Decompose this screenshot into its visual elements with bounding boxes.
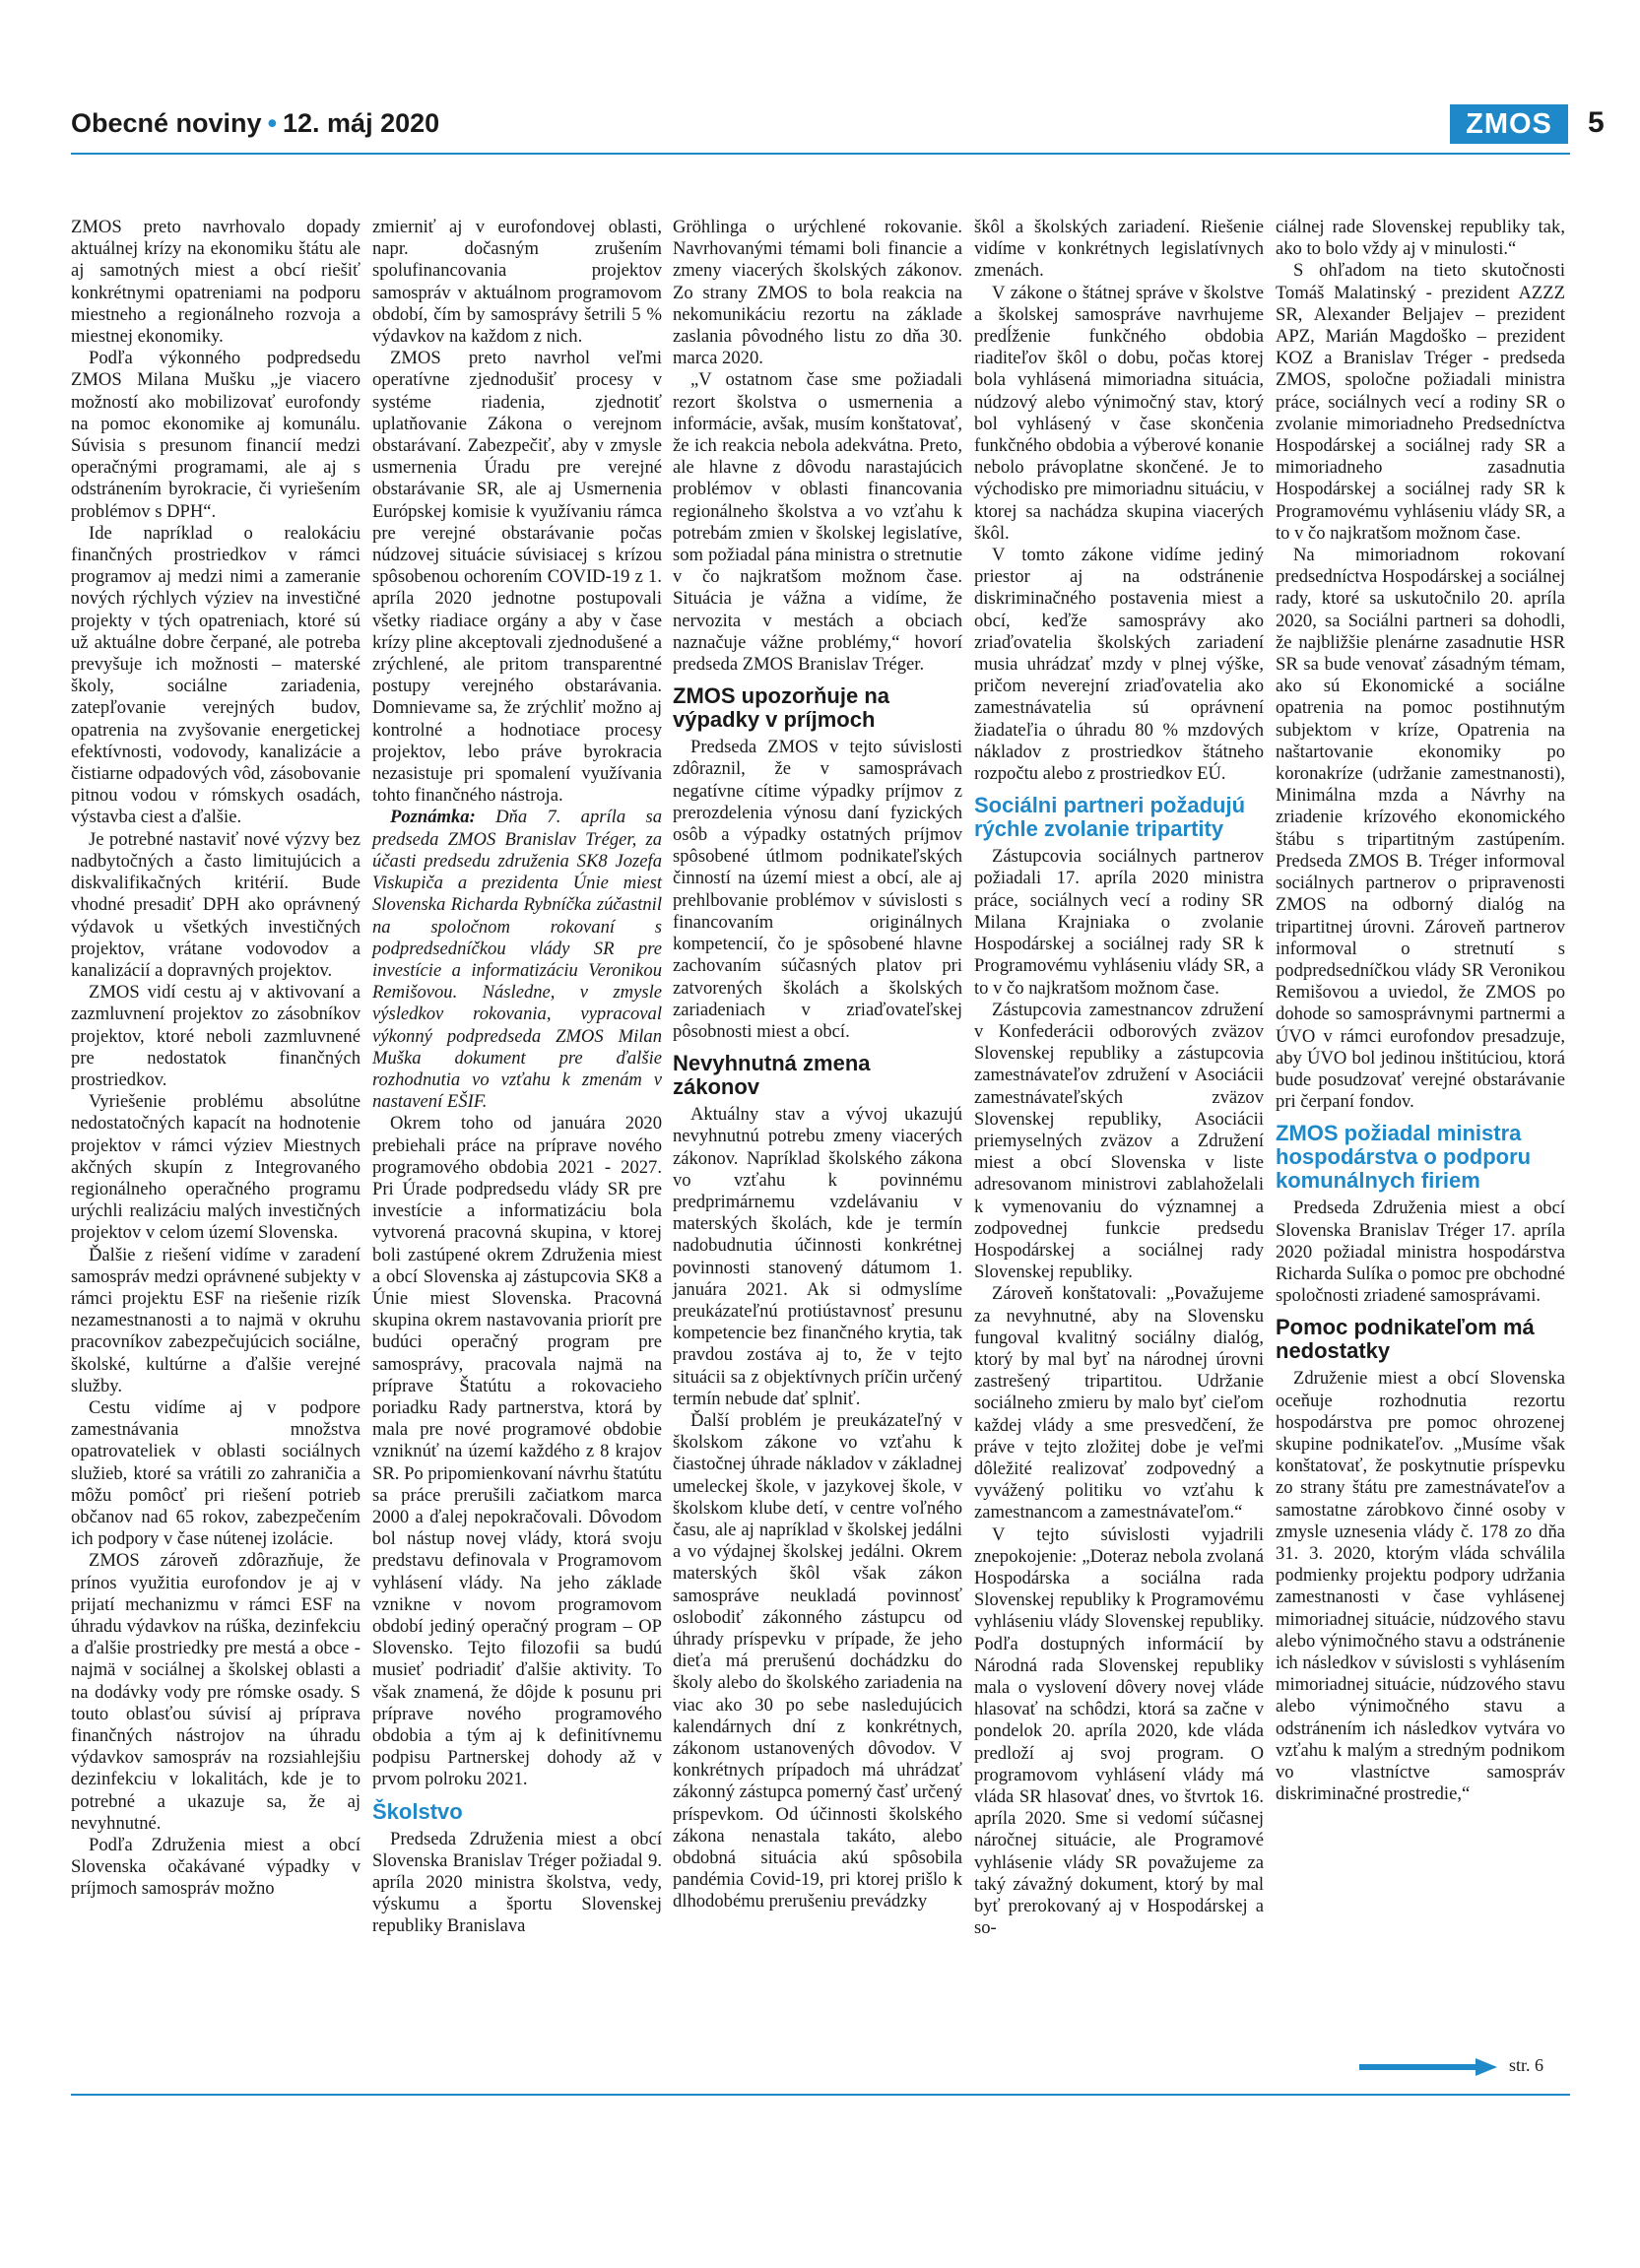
paragraph: Gröhlinga o urýchlené rokovanie. Navrhovanými témami boli financie a zmeny viacerých školských zákonov. Zo strany ZMOS to bola reakcia na nekomunikáciu rezortu na základe zaslania pôvodného listu zo dňa 30. marca 2020.: [673, 217, 962, 369]
note-label: Poznámka:: [390, 807, 476, 828]
paragraph: ZMOS preto navrhol veľmi operatívne zjednodušiť procesy v systéme riadenia, zjednotiť uplatňovanie Zákona o verejnom obstarávaní. Zabezpečiť, aby v zmysle usmernenia Úradu pre verejné obstarávanie SR, ale aj Usmernenia Európskej komisie k využívaniu rámca pre verejné obstarávanie počas núdzovej situácie súvisiacej s krízou spôsobenou ochorením COVID-19 z 1. apríla 2020 jednotne postupovali všetky riadiace orgány a aby v čase krízy pline akceptovali zjednodušené a zrýchlené, ale pritom transparentné postupy verejného obstarávania. Domnievame sa, že zrýchliť možno aj kontrolné a hodnotiace procesy projektov, lebo práve byrokracia nezasistuje pri spomalení využívania tohto finančného nástroja.: [372, 348, 662, 807]
section-heading-tripartita: Sociálni partneri požadujú rýchle zvolanie tripartity: [974, 793, 1246, 842]
paragraph: škôl a školských zariadení. Riešenie vidíme v konkrétnych legislatívnych zmenách.: [974, 217, 1264, 282]
paragraph: Predseda Združenia miest a obcí Slovenska Branislav Tréger požiadal 9. apríla 2020 ministra školstva, vedy, výskumu a športu Slovenskej republiky Branislava: [372, 1828, 662, 1937]
column-4: [974, 217, 1264, 1939]
paragraph: Je potrebné nastaviť nové výzvy bez nadbytočných a často limitujúcich a diskvalifikačných kritérií. Bude vhodné presadiť DPH ako oprávnený výdavok u všetkých investičných projektov, vrátane vodovodov a kanalizácií a dopravných projektov.: [71, 828, 361, 981]
column-3: [673, 217, 962, 1913]
paragraph: V tejto súvislosti vyjadrili znepokojenie: „Doteraz nebola zvolaná Hospodárska a sociálna rada Slovenskej republiky k Programovému vyhláseniu vlády Slovenskej republiky. Podľa dostupných informácií by Národná rada Slovenskej republiky mala o vyslovení dôvery novej vláde hlasovať na schôdzi, ktorá sa začne v pondelok 20. apríla 2020, kde vláda predloží aj svoj program. O programovom vyhlásení vlády má vláda SR hlasovať dnes, vo štvrtok 16. apríla 2020. Sme si vedomí súčasnej náročnej situácie, ale Programové vyhlásenie vlády SR považujeme za taký závažný dokument, ktorý by mal byť prerokovaný aj v Hospodárskej a so-: [974, 1523, 1264, 1939]
column-5: [1276, 217, 1565, 1805]
footer-rule: [71, 2094, 1570, 2096]
paragraph: Podľa výkonného podpredsedu ZMOS Milana Mušku „je viacero možností ako mobilizovať eurofondy na pomoc ekonomike aj komunálu. Súvisia s presunom financií medzi operačnými programami, ale aj s odstránením byrokracie, či vyriešením problémov s DPH“.: [71, 348, 361, 522]
zmos-logo: ZMOS: [1450, 104, 1568, 144]
paragraph: Ďalšie z riešení vidíme v zaradení samospráv medzi oprávnené subjekty v rámci projektu ESF na riešenie rizík nezamestnanosti a to najmä v okruhu pracovníkov zabezpečujúcich sociálne, školské, kultúrne a ďalšie verejné služby.: [71, 1244, 361, 1396]
paragraph: Predseda Združenia miest a obcí Slovenska Branislav Tréger 17. apríla 2020 požiadal ministra hospodárstva Richarda Sulíka o pomoc pre obchodné spoločnosti zriadené samosprávami.: [1276, 1198, 1565, 1307]
paragraph: Ďalší problém je preukázateľný v školskom zákone vo vzťahu k čiastočnej úhrade nákladov v základnej umeleckej škole, v jazykovej škole, v školskom klube detí, v centre voľného času, ale aj napríklad v školskej jedálni a vo výdajnej školskej jedálni. Okrem materských škôl však zákon samosprávе neukladá povinnosť oslobodiť zákonného zástupcu od úhrady príspevku v prípade, že jeho dieťa má prerušenú dochádzku do školy alebo do školského zariadenia na viac ako 30 po sebe nasledujúcich kalendárnych dní z konkrétnych, zákonom ustanovených dôvodov. V konkrétnych prípadoch má uhrádzať zákonný zástupca pomerný časť určený príspevkom. Od účinnosti školského zákona nenastala takáto, alebo obdobná situácia akú spôsobila pandémia Covid-19, pri ktorej prišlo k dlhodobému prerušeniu prevádzky: [673, 1409, 962, 1912]
paragraph: Aktuálny stav a vývoj ukazujú nevyhnutnú potrebu zmeny viacerých zákonov. Napríklad školského zákona vo vzťahu k povinnému predprimárnemu vzdelávaniu v materských školách, kde je termín nadobudnutia účinnosti konkrétnej povinnosti stanovený dátumom 1. januára 2021. Ak si odmyslíme preukázateľnú protiústavnosť presunu kompetencie bez finančného krytia, tak pravdou zostáva aj to, že v tejto situácii sa z objektívnych príčin určený termín nebude dať splniť.: [673, 1104, 962, 1409]
paragraph: V tomto zákone vidíme jediný priestor aj na odstránenie diskriminačného postavenia miest a obcí, keďže samosprávy ako zriaďovatelia školských zariadení musia uhrádzať mzdy v plnej výške, pričom neverejní zriaďovatelia ako zamestnávatelia sú oprávnení žiadateľia o úhradu 80 % mzdových nákladov z prostriedkov štátneho rozpočtu alebo z prostriedkov EÚ.: [974, 545, 1264, 785]
paragraph: zmierniť aj v eurofondovej oblasti, napr. dočasným zrušením spolufinancovania projektov samospráv v aktuálnom programovom období, čím by samosprávy šetrili 5 % výdavkov na každom z nich.: [372, 217, 662, 348]
paragraph: S ohľadom na tieto skutočnosti Tomáš Malatinský - prezident AZZZ SR, Alexander Beljajev – prezident APZ, Marián Magdoško – prezident KOZ a Branislav Tréger - predseda ZMOS, spoločne požiadali ministra práce, sociálnych vecí a rodiny SR o zvolanie mimoriadneho Predsedníctva Hospodárskej a sociálnej rady SR a mimoriadneho zasadnutia Hospodárskej a sociálnej rady SR k Programovému vyhláseniu vlády SR, a to v čo najkratšom možnom čase.: [1276, 260, 1565, 544]
paragraph: ZMOS vidí cestu aj v aktivovaní a zazmluvnení projektov zo zásobníkov projektov, ktoré neboli zazmluvnené pre nedostatok finančných prostriedkov.: [71, 982, 361, 1090]
continued-on-page: str. 6: [1509, 2055, 1544, 2075]
paragraph: ZMOS zároveň zdôrazňuje, že prínos využitia eurofondov je aj v prijatí mechanizmu v rámci ESF na úhradu výdavkov na rúška, dezinfekciu a ďalšie prostriedky pre mestá a obce - najmä v sociálnej a školskej oblasti a na dodávky vody pre rómske osady. S touto oblasťou súvisí aj príprava finančných nástrojov na úhradu výdavkov samospráv na rozsiahlejšiu dezinfekciu v lokalitách, kde je to potrebné a ukazuje sa, že aj nevyhnutné.: [71, 1550, 361, 1834]
column-2: [372, 217, 662, 1938]
issue-date: 12. máj 2020: [283, 108, 440, 138]
paragraph: Cestu vidíme aj v podpore zamestnávania množstva opatrovateliek v oblasti sociálnych služieb, ktoré sa vrátili zo zahraničia a môžu pomôcť pri riešení potrieb občanov nad 65 rokov, zabezpečením ich podpory v čase nútenej izolácie.: [71, 1396, 361, 1550]
paragraph: Zástupcovia zamestnancov združení v Konfederácii odborových zväzov Slovenskej republiky a zástupcovia zamestnávateľov združení v Asociácii zamestnávateľských zväzov Slovenskej republiky, Asociácii priemyselných zväzov a Združení miest a obcí Slovenska v liste adresovanom ministrovi zablahoželali k vymenovaniu do významnej a zodpovednej funkcie predsedu Hospodárskej a sociálnej rady Slovenskej republiky.: [974, 999, 1264, 1283]
page-number: 5: [1588, 106, 1605, 139]
paragraph: ciálnej rade Slovenskej republiky tak, ako to bolo vždy aj v minulosti.“: [1276, 217, 1565, 260]
paragraph: Okrem toho od januára 2020 prebiehali práce na príprave nového programového obdobia 2021 - 2027. Pri Úrade podpredsedu vlády SR pre investície a informatizáciu bola vytvorená pracovná skupina, v ktorej boli zastúpené okrem Združenia miest a obcí Slovenska aj zástupcovia SK8 a Únie miest Slovenska. Pracovná skupina okrem nastavovania priorít pre budúci operačný program pre samosprávy, pracovala najmä na príprave Štatútu a rokovacieho poriadku Rady partnerstva, ktorá by mala pre nové programové obdobie vzniknúť na území každého z 8 krajov SR. Po pripomienkovaní návrhu štatútu sa práce prerušili začiatkom marca 2000 a ďalej nepokračovali. Dôvodom bol nástup novej vlády, ktorá svoju predstavu definovala v Programovom vyhlásení vlády. Na jeho základe vznikne v novom programovom období jediný operačný program – OP Slovensko. Tejto filozofii sa budú musieť podriadiť ďalšie aktivity. To však znamená, že dôjde k posunu pri príprave nového programového obdobia a tým aj k definitívnemu podpisu Partnerskej dohody až v prvom polroku 2021.: [372, 1113, 662, 1790]
note-paragraph: [372, 807, 662, 1113]
paragraph: Podľa Združenia miest a obcí Slovenska očakávané výpadky v príjmoch samospráv možno: [71, 1835, 361, 1900]
paragraph: V zákone o štátnej správe v školstve a školskej samospráve navrhujeme predĺženie funkčného obdobia riaditeľov škôl o dobu, počas ktorej bola vyhlásená mimoriadna situácia, núdzový alebo výnimočný stav, ktorý bol vyhlásený v čase skončenia funkčného obdobia a výberové konanie nebolo právoplatne skončené. Je to východisko pre mimoriadnu situáciu, v ktorej sa nachádza skupina viacerých škôl.: [974, 282, 1264, 544]
section-heading-skolstvo: Školstvo: [372, 1798, 463, 1824]
paragraph: Združenie miest a obcí Slovenska oceňuje rozhodnutia rezortu hospodárstva pre pomoc ohrozenej skupine podnikateľov. „Musíme však konštatovať, že poskytnutie príspevku zo strany štátu pre zamestnávateľov a samostatne zárobkovo činné osoby v zmysle uznesenia vlády č. 178 zo dňa 31. 3. 2020, ktorým vláda schválila podmienky projektu podpory udržania zamestnanosti v čase vyhlásenej mimoriadnej situácie, núdzového stavu alebo výnimočného stavu a odstránenie ich následkov v súvislosti s vyhlásením mimoriadnej situácie, núdzového stavu alebo výnimočného stavu a odstránením ich následkov vytvára vo vzťahu k malým a stredným podnikom vo vlastníctve samospráv diskriminačné prostredie,“: [1276, 1368, 1565, 1805]
arrow-right-icon: [1359, 2058, 1497, 2076]
section-heading-hospodarstvo: ZMOS požiadal ministra hospodárstva o podporu komunálnych firiem: [1276, 1121, 1532, 1194]
separator-dot: •: [267, 108, 278, 138]
paragraph: Predseda ZMOS v tejto súvislosti zdôraznil, že v samosprávach negatívne cítime výpadky príjmov z prerozdelenia výnosu daní fyzických osôb a výpadky ostatných príjmov spôsobené útlmom podnikateľských činností na území miest a obcí, ale aj prehlbovanie problémov v súvislosti s financovaním originálnych kompetencií, čo je spôsobené hlavne zachovaním súčasných platov pri zatvorených školách a školských zariadeniach v zriaďovateľskej pôsobnosti miest a obcí.: [673, 737, 962, 1042]
subheading-zmena-zakonov: Nevyhnutná zmena zákonov: [673, 1051, 871, 1100]
paragraph: Zástupcovia sociálnych partnerov požiadali 17. apríla 2020 ministra práce, sociálnych vecí a rodiny SR Milana Krajniaka o zvolanie Hospodárskej a sociálnej rady SR k Programovému vyhláseniu vlády SR, a to v čo najkratšom možnom čase.: [974, 846, 1264, 999]
paragraph: „V ostatnom čase sme požiadali rezort školstva o usmernenia a informácie, avšak, musím konštatovať, že ich reakcia nebola adekvátna. Preto, ale hlavne z dôvodu narastajúcich problémov v oblasti financovania regionálneho školstva a vo vzťahu k potrebám zmien v školskej legislatíve, som požiadal pána ministra o stretnutie v čo najkratšom možnom čase. Situácia je vážna a vidíme, že nervozita v mestách a obciach naznačuje vážne problémy,“ hovorí predseda ZMOS Branislav Tréger.: [673, 369, 962, 676]
subheading-pomoc-podnikatelom: Pomoc podnikateľom má nedostatky: [1276, 1315, 1535, 1364]
publication-name: Obecné noviny: [71, 108, 262, 138]
paragraph: Ide napríklad o realokáciu finančných prostriedkov v rámci programov aj medzi nimi a zameranie nových rýchlych výziev na investičné projekty v tých opatreniach, ktoré sú už aktuálne dobre čerpané, ale potreba prevyšuje ich možnosti – materské školy, sociálne zariadenia, zatepľovanie verejných budov, opatrenia na zvyšovanie energetickej efektívnosti, vodovody, kanalizácie a čistiarne odpadových vôd, zásobovanie pitnou vodou v rómskych osadách, výstavba ciest a ďalšie.: [71, 522, 361, 828]
column-1: [71, 217, 361, 1901]
paragraph: Zároveň konštatovali: „Považujeme za nevyhnutné, aby na Slovensku fungoval kvalitný sociálny dialóg, ktorý by mal byť na národnej úrovni zastrešený tripartitou. Udržanie sociálneho zmieru by malo byť cieľom každej vlády a sme presvedčení, že práve v tejto zložitej dobe je veľmi dôležité realizovať zodpovedný a vyvážený politiku vo vzťahu k zamestnancom a zamestnávateľom.“: [974, 1283, 1264, 1523]
page-header: [71, 104, 1605, 150]
paragraph: ZMOS preto navrhovalo dopady aktuálnej krízy na ekonomiku štátu ale aj samotných miest a obcí riešiť konkrétnymi opatreniami na podporu miestneho a regionálneho rozvoja a miestnej ekonomiky.: [71, 217, 361, 348]
subheading-vypadky: ZMOS upozorňuje na výpadky v príjmoch: [673, 683, 889, 733]
note-text: Dňa 7. apríla sa predseda ZMOS Branislav Tréger, za účasti predsedu združenia SK8 Jozefa Viskupiča a prezidenta Únie miest Slovenska Richarda Rybníčka zúčastnil na spoločnom rokovaní s podpredsedníčkou vlády SR pre investície a informatizáciu Veronikou Remišovou. Následne, v zmysle výsledkov rokovania, vypracoval výkonný podpredseda ZMOS Milan Muška dokument pre ďalšie rozhodnutia vo vzťahu k zmenám v nastavení EŠIF.: [372, 807, 662, 1113]
paragraph: Vyriešenie problému absolútne nedostatočných kapacít na hodnotenie projektov v rámci výziev Miestnych akčných skupín z Integrovaného regionálneho operačného programu urýchli realizáciu malých investičných projektov v celom území Slovenska.: [71, 1091, 361, 1244]
paragraph: Na mimoriadnom rokovaní predsedníctva Hospodárskej a sociálnej rady, ktoré sa uskutočnilo 20. apríla 2020, sa Sociálni partneri sa dohodli, že najbližšie plenárne zasadnutie HSR SR sa bude venovať zásadným témam, ako sú Ekonomické a sociálne opatrenia na pomoc postihnutým subjektom v kríze, Opatrenia na naštartovanie ekonomiky po koronakríze (udržanie zamestnanosti), Minimálna mzda a Návrhy na zriadenie krízového ekonomického štábu s tripartitným zastúpením. Predseda ZMOS B. Tréger informoval sociálnych partnerov o pripravenosti ZMOS na odborný dialóg na tripartitnej úrovni. Zároveň partnerov informoval o stretnutí s podpredsedníčkou vlády SR Veronikou Remišovou a uviedol, že ZMOS po dohode so samosprávnymi partnermi a ÚVO v rámci eurofondov presadzuje, aby ÚVO bol jedinou inštitúciou, ktorá bude posudzovať verejné obstarávanie pri čerpaní fondov.: [1276, 545, 1565, 1113]
header-rule: [71, 153, 1570, 155]
masthead: [71, 108, 439, 139]
